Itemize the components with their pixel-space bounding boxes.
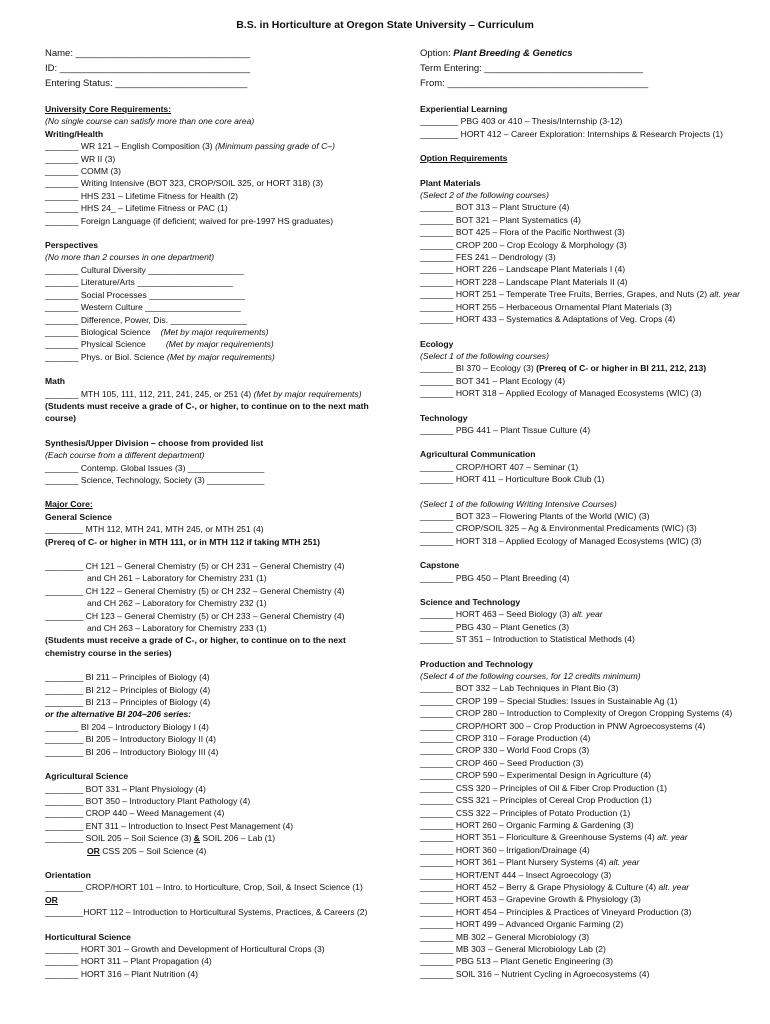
from-field: From: ______________________________________: [420, 78, 649, 89]
hort-science-item: _______ HORT 316 – Plant Nutrition (4): [45, 968, 199, 979]
bio-alt-item: _______ BI 204 – Introductory Biology I (4): [45, 721, 209, 732]
production-item: _______ HORT 454 – Principles & Practices of Vineyard Production (3): [420, 906, 692, 917]
general-science-prereq: (Prereq of C- or higher in MTH 111, or in MTH 112 if taking MTH 251): [45, 536, 321, 547]
bio-item: ________ BI 212 – Principles of Biology (4): [45, 684, 211, 695]
production-item: _______ MB 303 – General Microbiology Lab (2): [420, 943, 606, 954]
option-requirements-title: Option Requirements: [420, 153, 508, 164]
name-field: Name: _________________________________: [45, 48, 250, 59]
writing-item: _______ Foreign Language (if deficient; waived for pre-1997 HS graduates): [45, 215, 334, 226]
writing-item: _______ Writing Intensive (BOT 323, CROP/SOIL 325, or HORT 318) (3): [45, 178, 323, 189]
chem-item: and CH 261 – Laboratory for Chemistry 231 (1): [87, 573, 267, 584]
production-technology-title: Production and Technology: [420, 658, 533, 669]
production-item: _______ HORT 360 – Irrigation/Drainage (4): [420, 844, 590, 855]
bio-item: ________ BI 213 – Principles of Biology (4): [45, 697, 211, 708]
perspective-item: _______ Western Culture ____________________: [45, 302, 241, 313]
production-item: _______ HORT 452 – Berry & Grape Physiology & Culture (4) alt. year: [420, 881, 690, 892]
perspective-item: _______ Social Processes ____________________: [45, 289, 245, 300]
writing-item: _______ WR 121 – English Composition (3) (Minimum passing grade of C–): [45, 141, 335, 152]
production-item: _______ BOT 332 – Lab Techniques in Plant Bio (3): [420, 683, 619, 694]
writing-item: _______ HHS 231 – Lifetime Fitness for Health (2): [45, 190, 238, 201]
bio-alt-title: or the alternative BI 204–206 series:: [45, 709, 192, 720]
ecology-item: _______ BOT 341 – Plant Ecology (4): [420, 375, 566, 386]
math-grade-note: (Students must receive a grade of C-, or higher, to continue on to the next math course): [45, 400, 369, 424]
major-core-title: Major Core:: [45, 499, 93, 510]
writing-intensive-item: _______ BOT 323 – Flowering Plants of the World (WIC) (3): [420, 510, 650, 521]
ecology-item: _______ HORT 318 – Applied Ecology of Managed Ecosystems (WIC) (3): [420, 388, 702, 399]
plant-materials-item: _______ BOT 313 – Plant Structure (4): [420, 202, 570, 213]
perspective-item: _______ Literature/Arts ____________________: [45, 277, 233, 288]
writing-item: _______ HHS 24_ – Lifetime Fitness or PAC (1): [45, 203, 228, 214]
perspective-item: _______ Physical Science (Met by major requirements): [45, 339, 274, 350]
technology-item: _______ PBG 441 – Plant Tissue Culture (4): [420, 424, 591, 435]
ecology-note: (Select 1 of the following courses): [420, 350, 549, 361]
chem-grade-note: (Students must receive a grade of C-, or higher, to continue on to the next chemistry course in the series): [45, 635, 346, 658]
plant-materials-item: _______ BOT 321 – Plant Systematics (4): [420, 214, 581, 225]
hort-science-item: _______ HORT 301 – Growth and Development of Horticultural Crops (3): [45, 943, 325, 954]
plant-materials-item: _______ FES 241 – Dendrology (3): [420, 252, 556, 263]
ecology-item: _______ BI 370 – Ecology (3) (Prereq of C- or higher in BI 211, 212, 213): [420, 363, 707, 374]
writing-item: _______ WR II (3): [45, 153, 116, 164]
production-item: _______ HORT 260 – Organic Farming & Gardening (3): [420, 819, 634, 830]
experiential-item: ________ PBG 403 or 410 – Thesis/Internship (3-12): [420, 116, 623, 127]
general-science-item: ________ MTH 112, MTH 241, MTH 245, or MTH 251 (4): [45, 524, 264, 535]
plant-materials-item: _______ CROP 200 – Crop Ecology & Morphology (3): [420, 239, 627, 250]
left-column: [45, 46, 415, 980]
orientation-item: ________HORT 112 – Introduction to Horticultural Systems, Practices, & Careers (2): [45, 907, 368, 918]
math-title: Math: [45, 376, 66, 387]
perspectives-title: Perspectives: [45, 240, 99, 251]
orientation-item: ________ CROP/HORT 101 – Intro. to Horticulture, Crop, Soil, & Insect Science (1): [45, 882, 363, 893]
ag-science-title: Agricultural Science: [45, 771, 129, 782]
chem-item: ________ CH 121 – General Chemistry (5) or CH 231 – General Chemistry (4): [45, 561, 345, 571]
capstone-title: Capstone: [420, 560, 460, 571]
production-item: _______ CROP 199 – Special Studies: Issues in Sustainable Ag (1): [420, 695, 678, 706]
ag-science-item: ________ ENT 311 – Introduction to Insect Pest Management (4): [45, 820, 294, 831]
production-item: _______ HORT 453 – Grapevine Growth & Physiology (3): [420, 894, 641, 905]
synthesis-title: Synthesis/Upper Division – choose from provided list: [45, 437, 264, 448]
hort-science-item: _______ HORT 311 – Plant Propagation (4): [45, 956, 212, 967]
ag-communication-item: _______ HORT 411 – Horticulture Book Club (1): [420, 474, 605, 485]
science-technology-title: Science and Technology: [420, 597, 521, 607]
term-entering-field: Term Entering: ______________________________: [420, 63, 643, 74]
plant-materials-item: _______ BOT 425 – Flora of the Pacific Northwest (3): [420, 227, 625, 238]
production-item: _______ CSS 320 – Principles of Oil & Fiber Crop Production (1): [420, 782, 667, 793]
synthesis-item: _______ Science, Technology, Society (3) ____________: [45, 474, 265, 485]
production-item: _______ CROP 310 – Forage Production (4): [420, 733, 591, 744]
chem-item: ________ CH 122 – General Chemistry (5) or CH 232 – General Chemistry (4): [45, 585, 345, 596]
ag-communication-title: Agricultural Communication: [420, 449, 536, 460]
ag-science-item: ________ BOT 350 – Introductory Plant Pathology (4): [45, 795, 251, 806]
id-field: ID: ____________________________________: [45, 63, 250, 74]
entering-status-field: Entering Status: _________________________: [45, 78, 248, 89]
plant-materials-item: _______ HORT 251 – Temperate Tree Fruits, Berries, Grapes, and Nuts (2) alt. year: [420, 289, 741, 300]
writing-intensive-item: _______ CROP/SOIL 325 – Ag & Environmental Predicaments (WIC) (3): [420, 523, 697, 534]
chem-item: and CH 262 – Laboratory for Chemistry 232 (1): [87, 598, 267, 609]
production-item: _______ CROP 460 – Seed Production (3): [420, 757, 584, 768]
general-science-title: General Science: [45, 511, 112, 522]
production-item: _______ CSS 322 – Principles of Potato Production (1): [420, 807, 631, 818]
plant-materials-item: _______ HORT 226 – Landscape Plant Materials I (4): [420, 264, 626, 275]
production-item: _______ CSS 321 – Principles of Cereal Crop Production (1): [420, 795, 652, 806]
science-technology-item: _______ PBG 430 – Plant Genetics (3): [420, 621, 570, 632]
production-item: _______ PBG 513 – Plant Genetic Engineering (3): [420, 956, 614, 967]
ag-science-item: ________ CROP 440 – Weed Management (4): [45, 808, 225, 819]
capstone-item: _______ PBG 450 – Plant Breeding (4): [420, 572, 570, 583]
synthesis-note: (Each course from a different department): [45, 450, 205, 461]
plant-materials-item: _______ HORT 433 – Systematics & Adaptations of Veg. Crops (4): [420, 314, 676, 325]
experiential-title: Experiential Learning: [420, 104, 508, 114]
science-technology-item: _______ ST 351 – Introduction to Statistical Methods (4): [420, 634, 635, 645]
bio-alt-item: ________ BI 206 – Introductory Biology III (4): [45, 746, 219, 757]
production-item: _______ CROP/HORT 300 – Crop Production in PNW Agroecosystems (4): [420, 720, 706, 731]
right-column: [420, 46, 765, 980]
page-title: B.S. in Horticulture at Oregon State University – Curriculum: [236, 19, 534, 31]
core-note: (No single course can satisfy more than one core area): [45, 116, 255, 127]
option-field: Option: Plant Breeding & Genetics: [420, 48, 573, 59]
math-item: _______ MTH 105, 111, 112, 211, 241, 245, or 251 (4) (Met by major requirements): [45, 388, 362, 399]
chem-item: and CH 263 – Laboratory for Chemistry 233 (1): [87, 623, 267, 634]
hort-science-title: Horticultural Science: [45, 931, 131, 942]
production-technology-note: (Select 4 of the following courses, for 12 credits minimum): [420, 671, 641, 682]
writing-intensive-note: (Select 1 of the following Writing Intensive Courses): [420, 498, 617, 509]
production-item: _______ CROP 590 – Experimental Design in Agriculture (4): [420, 770, 652, 781]
production-item: _______ CROP 330 – World Food Crops (3): [420, 745, 590, 756]
perspective-item: _______ Phys. or Biol. Science (Met by major requirements): [45, 351, 275, 362]
perspectives-note: (No more than 2 courses in one department): [45, 252, 215, 263]
writing-item: _______ COMM (3): [45, 166, 121, 177]
ag-science-item: ________ BOT 331 – Plant Physiology (4): [45, 783, 206, 794]
experiential-item: ________ HORT 412 – Career Exploration: Internships & Research Projects (1): [420, 128, 724, 139]
orientation-or: OR: [45, 894, 58, 905]
production-item: _______ HORT/ENT 444 – Insect Agroecology (3): [420, 869, 612, 880]
writing-intensive-item: _______ HORT 318 – Applied Ecology of Managed Ecosystems (WIC) (3): [420, 535, 702, 546]
plant-materials-note: (Select 2 of the following courses): [420, 190, 549, 201]
ag-communication-item: _______ CROP/HORT 407 – Seminar (1): [420, 461, 579, 472]
chem-item: ________ CH 123 – General Chemistry (5) or CH 233 – General Chemistry (4): [45, 610, 345, 621]
perspective-item: _______ Cultural Diversity ____________________: [45, 264, 244, 275]
core-title: University Core Requirements:: [45, 104, 172, 114]
ag-science-item: OR CSS 205 – Soil Science (4): [87, 845, 207, 856]
production-item: _______ HORT 361 – Plant Nursery Systems (4) alt. year: [420, 857, 640, 868]
perspective-item: _______ Difference, Power, Dis. ________________: [45, 314, 247, 325]
writing-title: Writing/Health: [45, 128, 104, 139]
production-item: _______ MB 302 – General Microbiology (3): [420, 931, 590, 942]
production-item: _______ CROP 280 – Introduction to Complexity of Oregon Cropping Systems (4): [420, 708, 733, 719]
synthesis-item: _______ Contemp. Global Issues (3) ________________: [45, 462, 265, 473]
orientation-title: Orientation: [45, 869, 91, 880]
perspective-item: _______ Biological Science (Met by major requirements): [45, 326, 269, 337]
plant-materials-item: _______ HORT 228 – Landscape Plant Materials II (4): [420, 276, 628, 287]
plant-materials-item: _______ HORT 255 – Herbaceous Ornamental Plant Materials (3): [420, 301, 672, 312]
bio-item: ________ BI 211 – Principles of Biology (4): [45, 672, 210, 683]
ag-science-item: ________ SOIL 205 – Soil Science (3) & SOIL 206 – Lab (1): [45, 833, 276, 844]
bio-alt-item: ________ BI 205 – Introductory Biology II (4): [45, 734, 217, 745]
production-item: _______ HORT 351 – Floriculture & Greenhouse Systems (4) alt. year: [420, 832, 688, 843]
ecology-title: Ecology: [420, 338, 454, 349]
production-item: _______ SOIL 316 – Nutrient Cycling in Agroecosystems (4): [420, 968, 650, 979]
technology-title: Technology: [420, 412, 468, 423]
production-item: _______ HORT 499 – Advanced Organic Farming (2): [420, 919, 624, 930]
plant-materials-title: Plant Materials: [420, 177, 481, 188]
science-technology-item: _______ HORT 463 – Seed Biology (3) alt. year: [420, 609, 603, 620]
